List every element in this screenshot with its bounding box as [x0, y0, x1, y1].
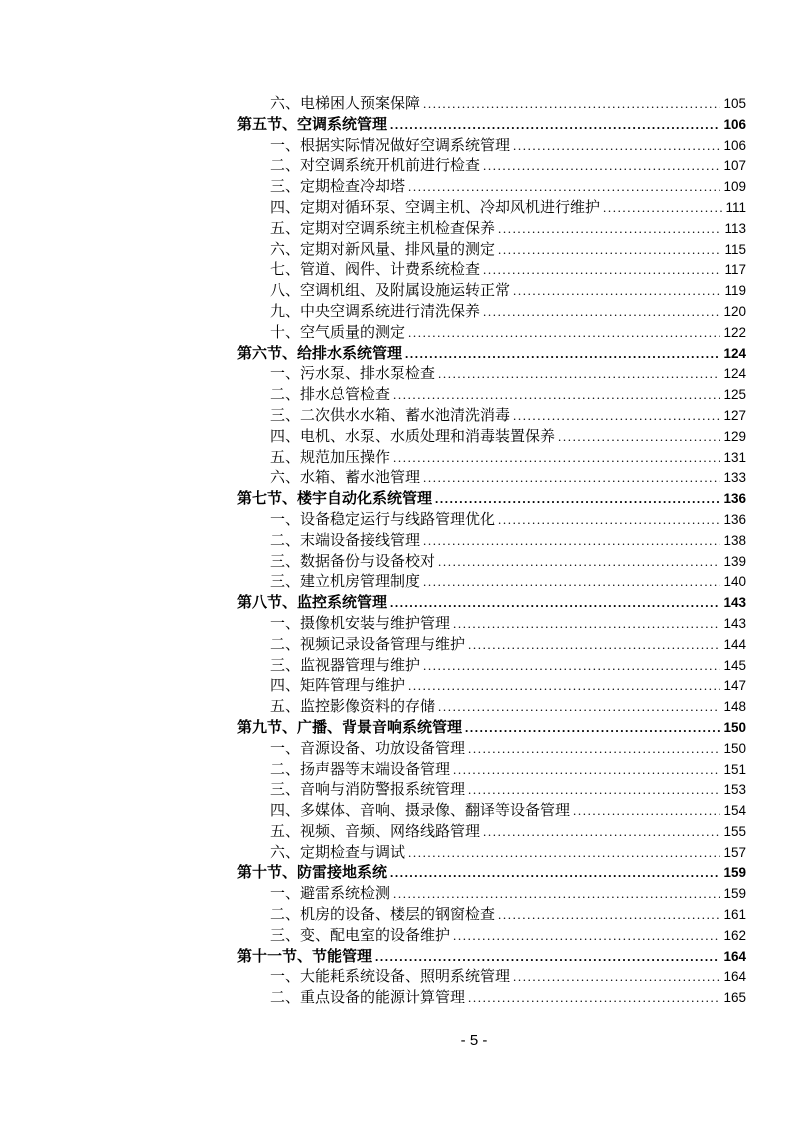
toc-entry[interactable] — [237, 364, 746, 385]
toc-entry[interactable] — [237, 884, 746, 905]
toc-entry[interactable] — [237, 801, 746, 822]
toc-entry-page: 153 — [723, 782, 746, 798]
toc-entry[interactable] — [237, 260, 746, 281]
toc-entry-page: 124 — [723, 366, 746, 382]
toc-entry-label: 三、数据备份与设备校对 — [270, 553, 436, 570]
toc-entry-label: 六、定期检查与调试 — [270, 844, 406, 861]
toc-entry[interactable] — [237, 531, 746, 552]
toc-entry[interactable] — [237, 739, 746, 760]
toc-entry[interactable] — [237, 489, 746, 510]
toc-entry[interactable] — [237, 676, 746, 697]
dot-leader — [465, 718, 720, 739]
toc-entry-label: 二、对空调系统开机前进行检查 — [270, 158, 481, 175]
toc-entry-page: 125 — [723, 387, 746, 403]
toc-entry-page: 109 — [723, 179, 746, 195]
toc-entry-label: 三、音响与消防警报系统管理 — [270, 782, 466, 799]
dot-leader — [375, 947, 720, 968]
dot-leader — [483, 260, 721, 281]
toc-entry-label: 四、矩阵管理与维护 — [270, 678, 406, 695]
toc-entry-page: 147 — [723, 678, 746, 694]
toc-entry-label: 十、空气质量的测定 — [270, 324, 406, 341]
toc-entry-page: 165 — [723, 990, 746, 1006]
toc-entry[interactable] — [237, 510, 746, 531]
toc-entry-label: 一、摄像机安装与维护管理 — [270, 615, 451, 632]
toc-entry-page: 143 — [723, 615, 746, 631]
dot-leader — [573, 801, 720, 822]
toc-entry-label: 三、二次供水水箱、蓄水池清洗消毒 — [270, 407, 511, 424]
toc-entry-label: 二、视频记录设备管理与维护 — [270, 636, 466, 653]
toc-entry-label: 六、水箱、蓄水池管理 — [270, 470, 421, 487]
toc-entry-page: 143 — [723, 595, 746, 611]
toc-entry-label: 一、音源设备、功放设备管理 — [270, 740, 466, 757]
dot-leader — [423, 94, 720, 115]
toc-entry[interactable] — [237, 302, 746, 323]
dot-leader — [513, 967, 720, 988]
toc-entry-page: 154 — [723, 803, 746, 819]
dot-leader — [438, 552, 720, 573]
toc-entry-page: 138 — [723, 532, 746, 548]
toc-entry[interactable] — [237, 468, 746, 489]
toc-entry-page: 155 — [723, 823, 746, 839]
dot-leader — [453, 614, 720, 635]
toc-entry-page: 107 — [723, 158, 746, 174]
toc-entry-page: 105 — [723, 96, 746, 111]
toc-entry[interactable] — [237, 697, 746, 718]
toc-entry-page: 111 — [725, 199, 746, 215]
toc-entry[interactable] — [237, 198, 746, 219]
toc-entry[interactable] — [237, 156, 746, 177]
toc-entry-label: 第十节、防雷接地系统 — [237, 865, 388, 882]
page-number-footer: - 5 - — [460, 1032, 488, 1049]
toc-entry-page: 133 — [723, 470, 746, 486]
toc-entry-page: 106 — [723, 137, 746, 153]
dot-leader — [390, 115, 720, 136]
toc-entry-page: 151 — [723, 761, 746, 777]
dot-leader — [468, 780, 720, 801]
toc-entry-label: 第九节、广播、背景音响系统管理 — [237, 719, 463, 736]
dot-leader — [408, 177, 720, 198]
toc-entry[interactable] — [237, 947, 746, 968]
toc-entry[interactable] — [237, 572, 746, 593]
toc-entry-label: 四、定期对循环泵、空调主机、冷却风机进行维护 — [270, 199, 601, 216]
toc-entry-page: 148 — [723, 699, 746, 715]
toc-entry[interactable] — [237, 760, 746, 781]
toc-entry-label: 七、管道、阀件、计费系统检查 — [270, 262, 481, 279]
toc-entry-page: 124 — [723, 345, 746, 361]
dot-leader — [423, 656, 720, 677]
toc-entry-page: 117 — [724, 262, 746, 278]
dot-leader — [453, 926, 720, 947]
toc-entry-page: 106 — [723, 116, 746, 132]
toc-entry[interactable] — [237, 136, 746, 157]
dot-leader — [468, 988, 720, 1009]
dot-leader — [453, 760, 720, 781]
toc-entry-label: 四、电机、水泵、水质处理和消毒装置保养 — [270, 428, 556, 445]
dot-leader — [393, 448, 720, 469]
toc-entry-page: 115 — [724, 241, 746, 257]
toc-entry-label: 一、设备稳定运行与线路管理优化 — [270, 511, 496, 528]
dot-leader — [513, 281, 721, 302]
toc-entry[interactable] — [237, 406, 746, 427]
toc-entry[interactable] — [237, 614, 746, 635]
dot-leader — [558, 427, 720, 448]
dot-leader — [483, 156, 720, 177]
toc-entry[interactable] — [237, 656, 746, 677]
toc-entry-page: 150 — [723, 740, 746, 756]
toc-entry[interactable] — [237, 281, 746, 302]
toc-entry-page: 113 — [724, 220, 746, 236]
toc-entry[interactable] — [237, 427, 746, 448]
toc-entry-label: 四、多媒体、音响、摄录像、翻译等设备管理 — [270, 803, 571, 820]
toc-entry-label: 八、空调机组、及附属设施运转正常 — [270, 283, 511, 300]
toc-entry[interactable] — [237, 863, 746, 884]
toc-entry-page: 164 — [723, 969, 746, 985]
toc-entry-label: 第七节、楼宇自动化系统管理 — [237, 491, 433, 508]
toc-entry[interactable] — [237, 344, 746, 365]
dot-leader — [423, 531, 720, 552]
toc-entry-label: 第八节、监控系统管理 — [237, 595, 388, 612]
dot-leader — [498, 240, 721, 261]
toc-entry-label: 一、根据实际情况做好空调系统管理 — [270, 137, 511, 154]
dot-leader — [498, 219, 721, 240]
toc-entry-page: 129 — [723, 428, 746, 444]
toc-entry-page: 150 — [723, 719, 746, 735]
dot-leader — [405, 344, 720, 365]
dot-leader — [468, 739, 720, 760]
toc-entry-label: 二、重点设备的能源计算管理 — [270, 990, 466, 1007]
toc-entry-label: 一、污水泵、排水泵检查 — [270, 366, 436, 383]
toc-entry[interactable] — [237, 635, 746, 656]
dot-leader — [390, 863, 720, 884]
toc-entry-page: 136 — [723, 511, 746, 527]
dot-leader — [498, 905, 720, 926]
toc-entry-label: 三、监视器管理与维护 — [270, 657, 421, 674]
toc-entry-page: 159 — [723, 865, 746, 881]
toc-entry-page: 127 — [723, 407, 746, 423]
dot-leader — [513, 406, 720, 427]
dot-leader — [393, 385, 720, 406]
toc-entry[interactable] — [237, 177, 746, 198]
dot-leader — [603, 198, 722, 219]
dot-leader — [390, 593, 720, 614]
dot-leader — [438, 697, 720, 718]
toc-entry[interactable] — [237, 593, 746, 614]
toc-entry-label: 二、扬声器等末端设备管理 — [270, 761, 451, 778]
toc-entry-label: 二、排水总管检查 — [270, 387, 391, 404]
toc-entry-label: 第十一节、节能管理 — [237, 948, 373, 965]
toc-entry[interactable] — [237, 926, 746, 947]
toc-entry[interactable] — [237, 448, 746, 469]
dot-leader — [393, 884, 720, 905]
toc-entry-page: 157 — [723, 844, 746, 860]
dot-leader — [408, 843, 720, 864]
toc-entry[interactable] — [237, 967, 746, 988]
toc-entry-label: 六、电梯困人预案保障 — [270, 96, 421, 112]
toc-entry[interactable] — [237, 552, 746, 573]
toc-entry-label: 第五节、空调系统管理 — [237, 116, 388, 133]
toc-entry-page: 145 — [723, 657, 746, 673]
toc-entry-page: 159 — [723, 886, 746, 902]
toc-entry-label: 三、定期检查冷却塔 — [270, 179, 406, 196]
toc-entry-label: 一、避雷系统检测 — [270, 886, 391, 903]
toc-entry-label: 五、定期对空调系统主机检查保养 — [270, 220, 496, 237]
dot-leader — [513, 136, 720, 157]
toc-entry[interactable] — [237, 240, 746, 261]
dot-leader — [468, 635, 720, 656]
dot-leader — [408, 323, 720, 344]
dot-leader — [423, 468, 720, 489]
dot-leader — [435, 489, 720, 510]
toc-entry-page: 164 — [723, 948, 746, 964]
table-of-contents — [237, 94, 746, 1009]
toc-entry-label: 三、变、配电室的设备维护 — [270, 927, 451, 944]
toc-entry-page: 131 — [723, 449, 746, 465]
toc-entry-page: 119 — [724, 283, 746, 299]
toc-entry-page: 144 — [723, 636, 746, 652]
toc-entry[interactable] — [237, 988, 746, 1009]
toc-entry-label: 五、监控影像资料的存储 — [270, 699, 436, 716]
toc-entry-page: 140 — [723, 574, 746, 590]
toc-entry-label: 九、中央空调系统进行清洗保养 — [270, 303, 481, 320]
toc-entry-label: 第六节、给排水系统管理 — [237, 345, 403, 362]
dot-leader — [498, 510, 720, 531]
toc-entry-label: 二、末端设备接线管理 — [270, 532, 421, 549]
toc-entry-page: 161 — [723, 907, 746, 923]
toc-entry-label: 五、规范加压操作 — [270, 449, 391, 466]
toc-entry[interactable] — [237, 718, 746, 739]
toc-entry[interactable] — [237, 219, 746, 240]
toc-entry-label: 二、机房的设备、楼层的钢窗检查 — [270, 907, 496, 924]
dot-leader — [408, 676, 720, 697]
toc-entry[interactable] — [237, 94, 746, 115]
toc-entry-page: 162 — [723, 927, 746, 943]
toc-entry[interactable] — [237, 385, 746, 406]
toc-entry-page: 120 — [723, 303, 746, 319]
dot-leader — [423, 572, 720, 593]
dot-leader — [438, 364, 720, 385]
dot-leader — [483, 302, 720, 323]
toc-entry[interactable] — [237, 780, 746, 801]
toc-entry[interactable] — [237, 115, 746, 136]
toc-entry-label: 五、视频、音频、网络线路管理 — [270, 823, 481, 840]
toc-entry-label: 六、定期对新风量、排风量的测定 — [270, 241, 496, 258]
toc-entry[interactable] — [237, 822, 746, 843]
toc-entry-page: 122 — [723, 324, 746, 340]
toc-entry-label: 三、建立机房管理制度 — [270, 574, 421, 591]
toc-entry[interactable] — [237, 905, 746, 926]
toc-entry-page: 136 — [723, 491, 746, 507]
toc-entry[interactable] — [237, 843, 746, 864]
toc-entry-page: 139 — [723, 553, 746, 569]
toc-entry-label: 一、大能耗系统设备、照明系统管理 — [270, 969, 511, 986]
toc-entry[interactable] — [237, 323, 746, 344]
dot-leader — [483, 822, 720, 843]
